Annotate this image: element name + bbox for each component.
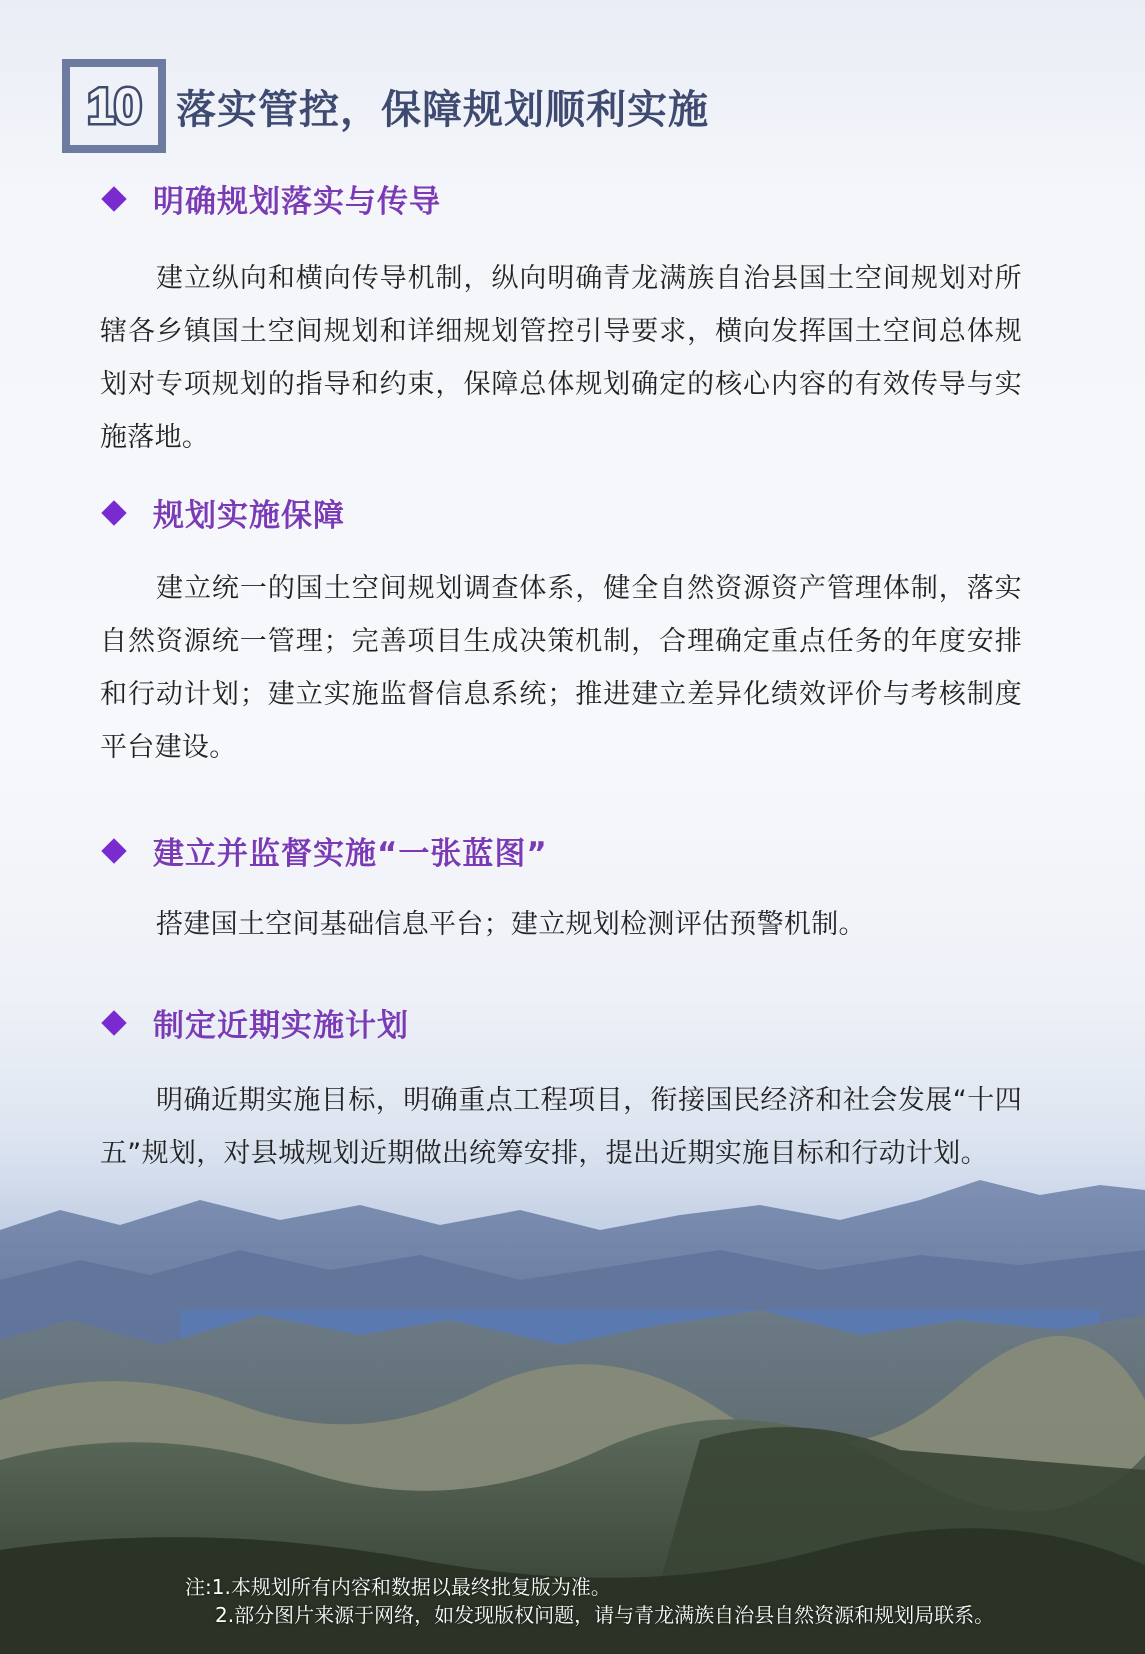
diamond-bullet-icon (101, 1010, 126, 1035)
section-title: 制定近期实施计划 (153, 1008, 409, 1044)
footnote (185, 1573, 994, 1629)
section-paragraph-3: 搭建国土空间基础信息平台；建立规划检测评估预警机制。 (156, 909, 866, 940)
section-paragraph-1: 建立纵向和横向传导机制，纵向明确青龙满族自治县国土空间规划对所辖各乡镇国土空间规划和详细规划管控引导要求，横向发挥国土空间总体规划对专项规划的指导和约束，保障总体规划确定的核心内容的有效传导与实施落地。 (100, 263, 1022, 453)
page-title: 落实管控，保障规划顺利实施 (176, 86, 709, 133)
section-heading-2 (102, 490, 345, 535)
section-title: 明确规划落实与传导 (153, 184, 441, 220)
diamond-bullet-icon (101, 500, 126, 525)
section-paragraph-2: 建立统一的国土空间规划调查体系，健全自然资源资产管理体制，落实自然资源统一管理；完善项目生成决策机制，合理确定重点任务的年度安排和行动计划；建立实施监督信息系统；推进建立差异化绩效评价与考核制度平台建设。 (100, 573, 1022, 763)
section-heading-4 (102, 1000, 409, 1045)
footnote-line-2: 2.部分图片来源于网络，如发现版权问题，请与青龙满族自治县自然资源和规划局联系。 (215, 1603, 995, 1627)
section-heading-3 (102, 828, 548, 873)
chapter-number-box (62, 59, 166, 153)
footnote-line-1: 注:1.本规划所有内容和数据以最终批复版为准。 (185, 1575, 611, 1599)
page-heading (62, 58, 709, 154)
chapter-number: 10 (87, 78, 141, 134)
section-heading-1 (102, 176, 441, 221)
section-title: 建立并监督实施“一张蓝图” (153, 836, 548, 872)
diamond-bullet-icon (101, 838, 126, 863)
section-paragraph-4: 明确近期实施目标，明确重点工程项目，衔接国民经济和社会发展“十四五”规划，对县城规划近期做出统筹安排，提出近期实施目标和行动计划。 (100, 1085, 1022, 1169)
diamond-bullet-icon (101, 186, 126, 211)
section-title: 规划实施保障 (153, 498, 345, 534)
